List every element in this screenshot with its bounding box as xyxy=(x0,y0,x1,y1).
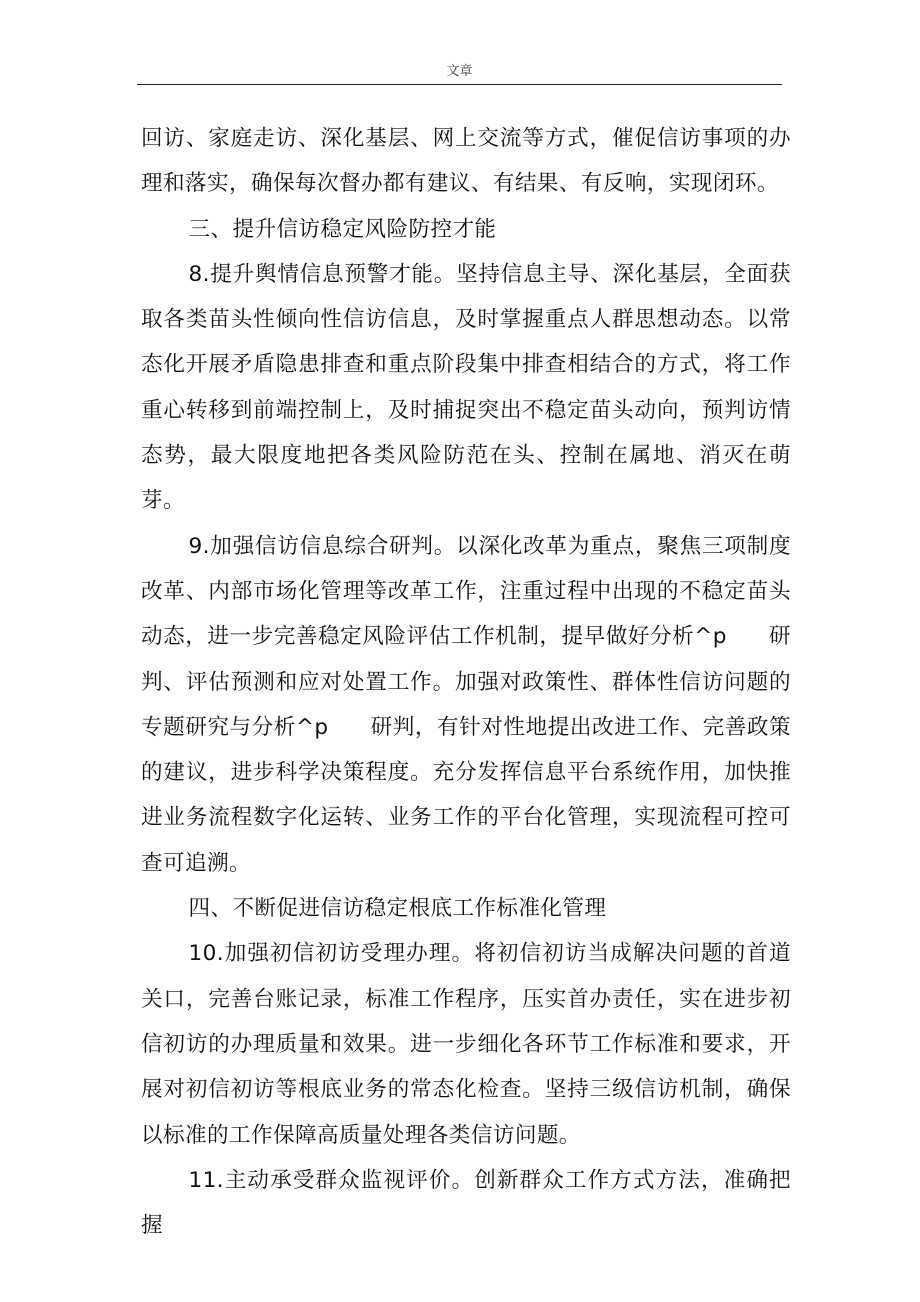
header-divider xyxy=(137,84,782,85)
paragraph-continuation: 回访、家庭走访、深化基层、网上交流等方式，催促信访事项的办理和落实，确保每次督办都有建议、有结果、有反响，实现闭环。 xyxy=(141,126,791,197)
paragraph-item-9 xyxy=(141,524,791,886)
page-header-title: 文章 xyxy=(446,64,473,79)
section-heading-4: 四、不断促进信访稳定根底工作标准化管理 xyxy=(188,896,607,922)
paragraph-item-9-part-1: 9.加强信访信息综合研判。以深化改革为重点，聚焦三项制度改革、内部市场化管理等改革工作，注重过程中出现的不稳定苗头动态，进一步完善稳定风险评估工作机制，提早做好分析^p xyxy=(141,533,791,650)
paragraph-item-10: 10.加强初信初访受理办理。将初信初访当成解决问题的首道关口，完善台账记录，标准工作程序，压实首办责任，实在进步初信初访的办理质量和效果。进一步细化各环节工作标准和要求，开展对初信初访等根底业务的常态化检查。坚持三级信访机制，确保以标准的工作保障高质量处理各类信访问题。 xyxy=(141,941,791,1148)
paragraph-item-9-part-3: 研判，有针对性地提出改进工作、完善政策的建议，进步科学决策程度。充分发挥信息平台系统作用，加快推进业务流程数字化运转、业务工作的平台化管理，实现流程可控可查可追溯。 xyxy=(141,714,791,876)
paragraph-item-8: 8.提升舆情信息预警才能。坚持信息主导、深化基层，全面获取各类苗头性倾向性信访信息，及时掌握重点人群思想动态。以常态化开展矛盾隐患排查和重点阶段集中排查相结合的方式，将工作重心转移到前端控制上，及时捕捉突出不稳定苗头动向，预判访情态势，最大限度地把各类风险防范在头、控制在属地、消灭在萌芽。 xyxy=(141,261,791,514)
document-body xyxy=(141,116,791,1248)
paragraph-item-9-part-2: 研判、评估预测和应对处置工作。加强对政策性、群体性信访问题的专题研究与分析^p xyxy=(141,624,791,740)
paragraph-item-11: 11.主动承受群众监视评价。创新群众工作方式方法，准确把握 xyxy=(141,1167,791,1239)
section-heading-3: 三、提升信访稳定风险防控才能 xyxy=(188,216,497,242)
